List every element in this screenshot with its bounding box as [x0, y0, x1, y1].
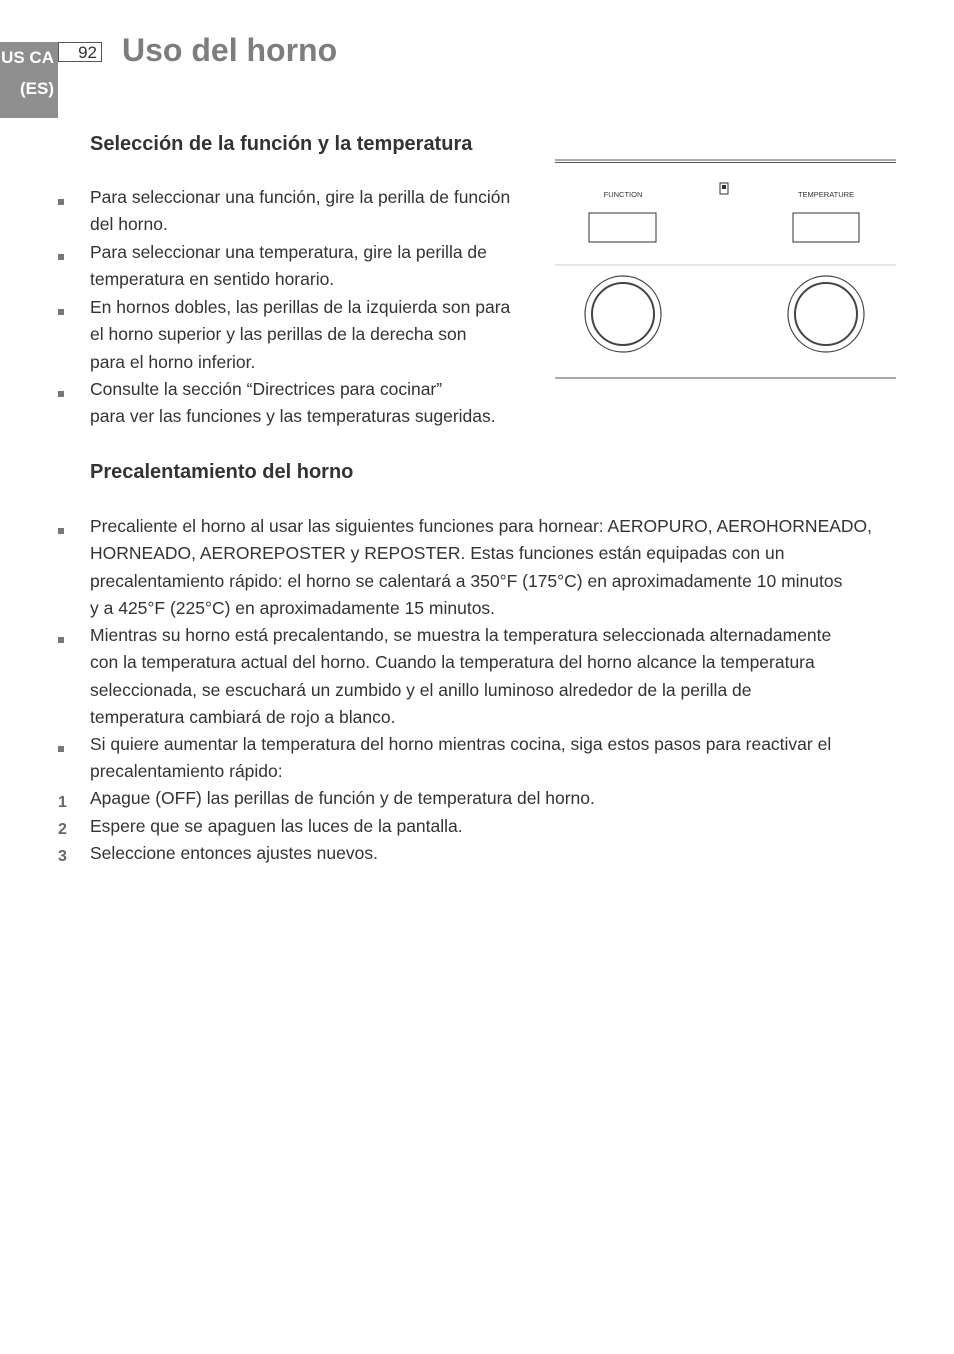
function-label: FUNCTION	[603, 190, 643, 199]
list-item: Precaliente el horno al usar las siguientes funciones para hornear: AEROPURO, AEROHORNEADO, HORNEADO, AEROREPOSTER y REPOSTER. Estas funciones están equipadas con un precalentamiento rápido: el horno se calentará a 350°F (175°C) en aproximadamente 10 minutos y a 425°F (225°C) en aproximadamente 15 minutos.	[90, 516, 873, 618]
page-number: 92	[58, 42, 102, 62]
page-title: Uso del horno	[122, 32, 338, 68]
temperature-knob	[788, 276, 864, 352]
list-item: Consulte la sección “Directrices para cocinar” para ver las funciones y las temperaturas sugeridas.	[90, 379, 496, 427]
oven-control-panel-illustration	[555, 155, 896, 380]
list-item: Si quiere aumentar la temperatura del horno mientras cocina, siga estos pasos para reactivar el precalentamiento rápido:	[90, 734, 832, 782]
list-item: En hornos dobles, las perillas de la izquierda son para el horno superior y las perillas de la derecha son para el horno inferior.	[90, 297, 511, 372]
function-knob	[585, 276, 661, 352]
list-item: Para seleccionar una función, gire la perilla de función del horno.	[90, 187, 511, 235]
temperature-display	[793, 213, 859, 242]
step-number: 2	[58, 821, 67, 838]
bullet-marker	[58, 528, 64, 534]
temperature-label: TEMPERATURE	[797, 190, 855, 199]
bullet-marker	[58, 309, 64, 315]
bullet-marker	[58, 637, 64, 643]
step-text: Seleccione entonces ajustes nuevos.	[90, 843, 378, 863]
section-heading-selection: Selección de la función y la temperatura	[90, 133, 473, 155]
section-heading-preheat: Precalentamiento del horno	[90, 461, 354, 483]
function-display	[589, 213, 656, 242]
step-number: 3	[58, 848, 67, 865]
language-label: (ES)	[20, 79, 54, 98]
step-number: 1	[58, 794, 67, 811]
region-tab	[0, 42, 58, 118]
bullet-marker	[58, 391, 64, 397]
step-text: Apague (OFF) las perillas de función y de temperatura del horno.	[90, 788, 595, 808]
bullet-marker	[58, 746, 64, 752]
region-label: US CA	[1, 48, 54, 67]
bullet-marker	[58, 199, 64, 205]
bullet-marker	[58, 254, 64, 260]
list-item: Mientras su horno está precalentando, se muestra la temperatura seleccionada alternadamente con la temperatura actual del horno. Cuando la temperatura del horno alcance la temperatura seleccionada, se escuchará un zumbido y el anillo luminoso alrededor de la perilla de temperatura cambiará de rojo a blanco.	[90, 625, 832, 727]
step-text: Espere que se apaguen las luces de la pantalla.	[90, 816, 463, 836]
list-item: Para seleccionar una temperatura, gire la perilla de temperatura en sentido horario.	[90, 242, 487, 290]
